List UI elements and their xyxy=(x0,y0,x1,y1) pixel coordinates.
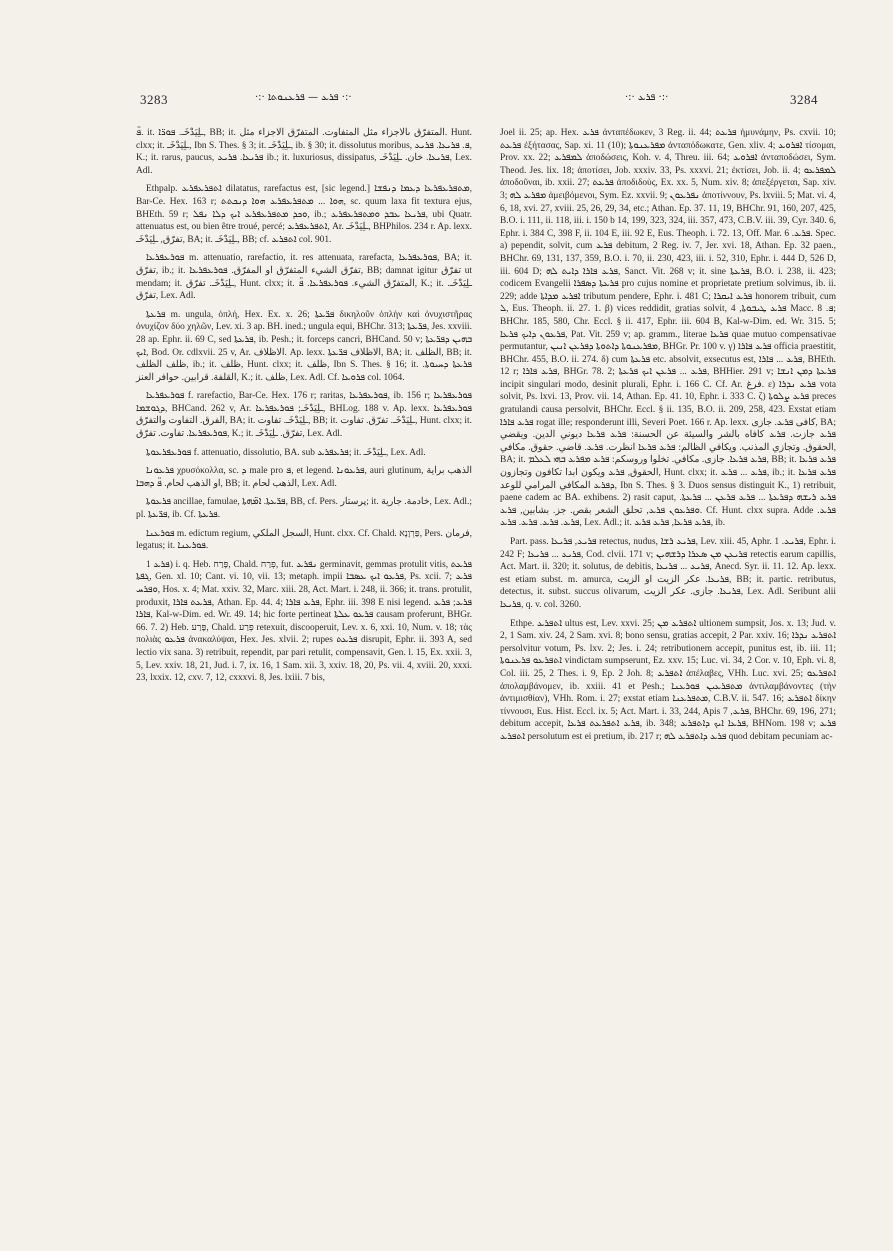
entry-part-pass: Part. pass. ܦܪܝܥ, ܦܪܝܥܐ retectus, nudus, ܦܪܝܥ ܪܫܐ, Lev. xiii. 45, Aphr. ܦܪܝܥ. 1, Ephr. i. 242 F; ܦܪܝܥ ... ܦܪܝܥܐ, Cod. clvii. 171 v; ܦܪܝܥܢ ܡܢ ܣܥܪܐ ܕܪܫܗܝܢ retectis earum capillis, Act. Mart. ii. 320; it. solutus, de debitis, ܦܪܝܥ ... ܦܪܝܥܐ, Anecd. Syr. ii. 11. 12. Ap. lexx. est etiam subst. m. amurca, ܦܪܝܥܐ. عكر الزيت او الزيت, BB; it. partic. retributus, detectus, it. subst. succus olivarum, ܦܪܝܥܐ. جازى. عكر الزيت, Lex. Adl. Seribunt alii ܦܪܝܥܐ, q. v. col. 3260. xyxy=(500,537,837,610)
entry-ethpe: Ethpe. ܐܬܦܪܥ ultus est, Lev. xxvi. 25; ܐܬܦܪܥ ܡܢ ultionem sumpsit, Jos. x. 13; Jud. v. 2, 1 Sam. xiv. 24, 2 Sam. xvi. 8; bono sensu, gratias accepit, 2 Par. xxiv. 16; ܐܬܦܪܥ ܢܕܪܐ persolvitur votum, Ps. lxv. 2; Jes. i. 24; retributionem accepit, punitus est, ib. iii. 11; ܐܬܦܪܥܘ ܦܪܥܢܘܬܐ vindictam sumpserunt, Ez. xxv. 15; Luc. vi. 34, 2 Cor. v. 10, Eph. vi. 8, Col. iii. 25, 2 Thes. i. 9, Ep. 2 Joh. 8; ܐܬܦܪܥ ἀπέλαβες, VHh. Luc. xvi. 25; ܐܬܦܪܥܘ ἀπολαμβάνομεν, ib. xxiii. 41 et Pesh.; ܡܬܦܪܥܝܢ ܦܘܪܥܢܐ ἀντιλαμβάνοντες (τὴν ἀντιμισθίαν), VHh. Rom. i. 27; exstat etiam ܡܬܦܪܥܢܐ, C.B.V. ii. 547. 16; ܐܬܦܪܥ δίκην τίννουσι, Eus. Hist. Eccl. ix. 5; Act. Mart. i. 33, 244, Apis ܦܪܥ, 7, BHChr. 69, 196, 271; debitum accepit, ܦܪܥ ܐܬܦܪܥܬ ܦܪܥܐ, ib. 348; ܦܪܥܐ ܐܝܟ ܕܐܬܦܪܥ, BHNom. 198 v; ܦܪܥ ܐܬܦܪܥ persolutum est ei pretium, ib. 217 r; ܦܪܥ ܕܐܬܦܪܥ ܠܗ quod debitam pecuniam ac- xyxy=(500,618,837,742)
page-header xyxy=(0,92,893,116)
entry-edictum: ܦܘܪܥܢܐ m. edictum regium, السجل الملكي, Hunt. clxx. Cf. Chald. פַּרְוָנָא, Pers. فرمان, legatus; it. ܦܘܪܥܢܐ. xyxy=(136,528,473,552)
running-headword-right: ·:· ܦܪܥ ·:· xyxy=(625,92,669,103)
left-column xyxy=(136,127,472,691)
entry-ungula: ܦܪܥܬܐ m. ungula, ὁπλή, Hex. Ex. x. 26; ܦܪ̈ܥܬܐ δικηλοῦν ὁπλὴν καὶ ὀνυχιστῆρας ὀνυχίζον δύο χηλῶν, Lev. xi. 3 ap. BH. ined.; ungula equi, BHChr. 313; ܦܪ̈ܥܬܐ, Jes. xxviii. 28 ap. Ephr. ii. 69 C, sed ܦܪܥܬܐ, ib. Pesh.; it. forceps cancri, BHCand. 50 v; ܒܗܝܢ ܕܦܪ̈ܥܬܐ ܐܝܟ, Bod. Or. cdlxvii. 25 v, Ar. الاظلاف. Ap. lexx. الاظلاف ܦܪ̈ܥܬܐ, BA; it. الظلف, BB; it. ظلف الظلف, ib.; it. ظلف, Hunt. clxx; it. ظلف, Ibn S. Thes. § 16; it. ܦܪܥܬܐ ܕܚܝܘܬܐ. القلفة. قرابين. حوافر العنز, K.; it. ظلف, Lex. Adl. Cf. ܦܪܘܥܐ col. 1064. xyxy=(136,309,472,383)
entry-ancillae: ܦܪܥܘܬܐ ancillae, famulae, ܦܪ̈ܥܬܐ. ܐܡ̈ܗܬܐ, BB, cf. Pers. پرستار; it. خادمة. جارية, Lex. Adl.; pl. ܦܪ̈ܥܬܐ, ib. Cf. ܦܪܥܬܐ. xyxy=(136,497,472,521)
page-number-left: 3283 xyxy=(140,92,168,107)
right-column xyxy=(500,127,836,750)
entry-germinavit: ܦܪܥ 1) i. q. Heb. פָּרַח, Chald. פְּרַח, fut. ܢܦܪܥ germinavit, gemmas protulit vitis, ܦܪܥܬ ܓܦܬܐ, Gen. xl. 10; Cant. vi. 10, vii. 13; metaph. impii ܦܪܥܘ ܐܝܟ ܥܣܒܐ, Ps. xcii. 7; ܦܪܥ ܘܦܪܚ, Hos. x. 4; Mat. xxiv. 32, Marc. xiii. 28, Act. Mart. i. 248, ii. 366; it. trans. protulit, produxit, ܦܪܥܬ ܦܐܪܐ, Athan. Ep. 44. 4; ܦܪܥ ܦܐܪܐ, Ephr. iii. 398 E nisi legend. ܦܪܥ; ܦܪܥ ܦܐܪܐ, Kal-w-Dim. ed. Wr. 49. 14; hic forte pertineat ܦܪܥܘ ܥܠܬܐ causam proferunt, BHGr. 66. 7. 2) Heb. פָּרַע, Chald. פְּרַע retexuit, discooperuit, Lev. x. 6, xxi. 10, Num. v. 18; τὰς πολιὰς ܦܪܥܘ ἀνακαλύψαι, Hex. Jes. xlvii. 2; rupes ܦܪܥܬ disrupit, Ephr. ii. 393 A, sed lectio vix sana. 3) retribuit, rependit, par pari retulit, compensavit, Gen. l. 15, Ex. xxii. 3, 5, Lev. xxiv. 18, 21, Jud. i. 7, ix. 16, 1 Sam. xii. 3, xxiv. 18, 20, Ps. vii. 4, xviii. 20, xxxi. 23, lxxix. 12, cxv. 7, 12, cxxxvi. 8, Jes. lxiii. 7 bis, xyxy=(136,559,473,684)
page-number-right: 3284 xyxy=(790,92,818,107)
running-headword-left: ·:· ܦܪܥ — ܦܪܥܢܘܬܐ ·:· xyxy=(255,92,352,103)
entry-chrysokolla: ܦܪܥܘܢܐ χρυσόκολλα, sc. ܕ male pro ܦ, et legend. ܦܪܥܘܢܐ, auri glutinum, الذهب براية او الذهب لحام. ܦ̈ ܕܗܒܐ, BB; it. الذهب لحام, Lex. Adl. xyxy=(136,466,472,489)
entry-attenuatio: ܦܘܪܥܦܪܥܐ m. attenuatio, rarefactio, it. res attenuata, rarefacta, ܦܘܪܥܦܪܥܐ, BA; it. تفرّق, ib.; it. تفرّق الشيء المتفرّق او المفرّق. ܦܘܪܥܦܪܥܐ, BB; damnat igitur تفرّق ut mendam; it. ـلِيَدْخَـ. تفرّق, Hunt. clxx; it. المتفرّق الشيء. ܦܘܪܥܦܪܥܐ. ܦ̈, K.; it. ـلِيَدْخَـ. تفرّق, Lex. Adl. xyxy=(136,253,473,302)
entry-continuation: ܦ̈. it. ـلِيَدْخَـ. ܦܘܪ̈ܐ, BB; it. المتفرّق ٮالاجزاء مثل المتفاوت. المتفرّق الاجزاء مثل. Hunt. clxx; it. ـلِيَدْخَـ, Ibn S. Thes. § 3; it. ـلِيَدْخَـ, ib. § 30; it. dissolutus moribus, ܦ. ܦܪܝܥܐ. ܦܪܝܥ, K.; it. rarus, paucus, ܦܪܝܥܐ. ܦܪܝܥ ib.; it. luxuriosus, dissipatus, ܦܪܝܥܐ. خان. ـلِيَدْخَـ, Lex. Adl. xyxy=(136,128,473,176)
entry-rarefactio: ܦܘܪܥܦܪܥܐ f. rarefactio, Bar-Ce. Hex. 176 r; raritas, ܦܘܪܥܦܪܥܐ, ib. 156 r; ܦܘܪܥܦܪܥܐ ܕܓܘܫܡܐ, BHCand. 262 v, Ar. ـلِيَدْخَـ; ܦܘܪܥܦܪܥܐ, BHLog. 188 v. Ap. lexx. ܦܘܪܥܦܪܥܐ الفرق. التفاوت والتفرّق, BA; it. ـلِيَدْخَـ. تفاوت, BB; it. ـلِيَدْخَـ. تفرّق. تفاوت, Hunt. clxx; it. ܦܘܪܥܦܪܥܐ. تفاوت. تفرّق, K.; it. تفرّق. ـلِيَدْخَـ, Lex. Adl. xyxy=(136,391,472,440)
entry-dissolutio: ܦܘܪܥܦܪܥܘܬܐ f. attenuatio, dissolutio, BA. sub ܦܪܥܦܪܥ; it. ـلِيَدْخَـ, Lex. Adl. xyxy=(146,447,426,458)
entry-retribuit-cont: Joel ii. 25; ap. Hex. ܦܪܥ ἀνταπέδωκεν, 3 Reg. ii. 44; ܦܪܥܬ ἠμυνάμην, Ps. cxvii. 10; ܦܪܥܬ ἐξήτασας, Sap. xi. 11 (10); ܡܦܪܥܢܘܬܐ ἀνταπόδωκατε, Gen. xliv. 4; ܐܦܪܘܥ τίσομαι, Prov. xx. 22; ܠܡܦܪܥ ἀποδώσεις, Koh. v. 4, Threu. iii. 64; ܐܦܪܘܥ ἀνταποδώσει, Sym. Theod. Jes. lix. 18; ἀποτίσει, Job. xxxiv. 33, Ps. xxxvi. 21; ἐκτίσει, Job. ii. 4; ܠܡܦܪܥܘ ἀποδοῦναι, ib. xxii. 27; ܦܪܥܬ ἀποδιδοὺς, Ex. xx. 5, Num. xiv. 8; ἀπεξέργεται, Sap. xiv. 3; ܡܦܪܥ ܠܗ ἀμειβόμενοι, Sym. Ez. xxvii. 9; ܢܦܪܥܘܢ ἀποτίννουν, Ps. lxviii. 5; Mat. vi. 4, 6, 18, xvi. 27, xviii. 25, 26, 29, 34, etc.; Athan. Ep. 37. 11, 19, BHChr. 91, 160, 207, 425, B.O. i. 111, ii. 118, iii. i. 150 b 14, 199, 323, 324, iii. 357, 473, C.B.V. iii. 39, Cyr. 340. 6, Ephr. i. 384 C, 398 F, ii. 104 E, iii. 92 E, Eus. Theoph. i. 72. 13, Off. Mar. ܦܪܥ. 6. Spec. a) pependit, solvit, cum ܦܪܥ debitum, 2 Reg. iv. 7, Jer. xvi. 18, Athan. Ep. 32 paen., BHChr. 69, 131, 137, 359, B.O. i. 70, ii. 230, 423, iii. i. 52, 310, Ephr. i. 444 D, 526 D, iii. 604 D; ܦܪܥ ܦܐܪܐ ܕܐܝܬ ܠܗ, Sanct. Vit. 268 v; it. sine ܦܪܥܬܐ, B.O. i. 238, ii. 423; codicem Evangelii ܦܪܥܬܐ ܕܣܦܪܐ pro cujus nomine et proprietate pretium solvimus, ib. ii. 229; adde ܐܦܪܥ ܡܕܐܬܐ tributum pendere, Ephr. i. 481 C; ܦܪܥ ܐܝܩܪܐ honorem tribuit, cum ܠ, Eus. Theoph. ii. 27. 1. β) vices reddidit, gratias solvit, ܦܪܥ ܛܝܒܘܬܐ, 4 Macc. ܦ. 8; BHChr. 185, 580, Chr. Eccl. § ii. 417, Ephr. iii. 604 B, Kal-w-Dim. ed. Wr. 315. 5; ܦܪܥܘܢ ܕܐܝܟ ܦܪܥܐ, Pat. Vit. 259 v; ap. gramm., literae ܦܪܥܐ quae mutuo compensativae permutantur, ܡܦܪܥܢܘܬܐ ܕܐܬܘܬܐ ܕܦܪܥܢ ܐܢܝܢ, BHGr. Pr. 100 v. γ) ܦܪܥ ܦܐܪܐ officia praestitit, BHChr. 455, B.O. ii. 274. δ) cum ܦܪܥܬܐ etc. absolvit, exsecutus est, ܦܪܥ ... ܦܐܪܐ, BHEth. 12 r; ܦܪܥ ܦܐܪܐ, BHGr. 78. 2; ܦܪܥ ... ܦܪܥܢ ܐܝܟ ܦܪܥܬܐ, BHHier. 291 v; ܦܪܥܬܐ ܕܡܢ ܐܢܫܐ incipit singulari modo, desinit plurali, Ephr. i. 166 C. Cf. Ar. فرغ. ε) ܦܪܥ ܢܕܪܐ vota solvit, Ps. lxvi. 13, Prov. vii. 14, Athan. Ep. 41. 10, Ephr. i. 333 C. ζ) ܦܪܥ ܨܠܘܬܐ preces gratulandi causa persolvit, BHChr. Eccl. § ii. 135, B.O. ii. 209, 258, 423. Exstat etiam ܦܪܥ ܦܐܪܐ rogat ille; responderunt illi, Severi Poet. 166 r. Ap. lexx. كافى ܦܪܥ. جازى, BA; ܦܪܥ جازت. ܦܪܥ كافاه بالشر والسيئة عن الحسنة: ܦܪܥ ܦܪܥܐ ديوني الدين. ويقضي الحقوق. وتجازي المذنب. ويكافي الظالم: ܦܪܥ ܦܪܥܐ انظرت. ܦܪܥ. قاضي. حقوق. مكافي, BA; it. ܦܪܥ ܦܪܥܐ. جازى. مكافي. تخلوا وروسكم: ܦܪܥ ܡܦܪܥ ܒܗܝ ܠܥܠܡ, BB; it. ܦܪܥ ܦܪܥܐ الحقوق, ܦܪܥ ويكون ابدا تكافون وتجازون, Hunt. clxx; it. ܦܪܥ ... ܦܪܥ, ib.; it. ܦܪܥ ܦܪܥܐ ܕܦܪܥ المكافي المرامي للوعد, Ibn S. Thes. § 3. Duos sensus distinguit K., 1) retribuit, paene cadem ac BA. exhibens. 2) rasit caput, ܦܪܥ ܪܝܫܗ ܕܦܪܥܬܐ ... ܦܪܥ ܦܪܥܢ ... ܦܪܥܬܐ. ܘܦܪܥܘܢ ܦܪܥ, تحلق الشعر بقص. جز. بشابين, ܦܪܥ. Cf. Hunt. clxx supra. Adde ܦܪܥ. ܦܪܥ. ܦܪܥ. ܦܪܥ. ܦܪܥ, Lex. Adl.; it. ܦܪܥ ܦܪܥܐ, ܦܪܥ ܦܪܥ, ib. xyxy=(500,128,837,529)
entry-ethpalp: Ethpalp. ܐܬܦܪܥܦܪܥ dilatatus, rarefactus est, [sic legend.] ܡܬܦܪܥܦܪܥܐ ܕܥܡܐ ܕܢܦܫܐ, Bar-Ce. Hex. 163 r; ܗܘܐ ... ܡܬܦܪܥܦܪܥ ܗܘܐ ܕܢܟܬܬ, sc. quum laxa fit textura ejus, BHEth. 59 r; ܘܟܕ ܡܬܦܪܥܦܪܥ ܐܝܟ ܕܠܐ ܢܦܠ, ib.; ܦܪܝܥܐ ܥܒܕ ܘܡܬܦܪܥܦܪܥ, ubi Quatr. attenuatus est, ou bien être troué, percé; ܐܬܦܪܥܦܪܥ, Ar. ـلِيَدْخَـ, BHPhilos. 234 r. Ap. lexx. تفرّق, ـلِيَدْخَـ, BA; it. ـلِيَدْخَـ, BB; cf. ܐܬܦܪܥ col. 901. xyxy=(136,184,473,245)
